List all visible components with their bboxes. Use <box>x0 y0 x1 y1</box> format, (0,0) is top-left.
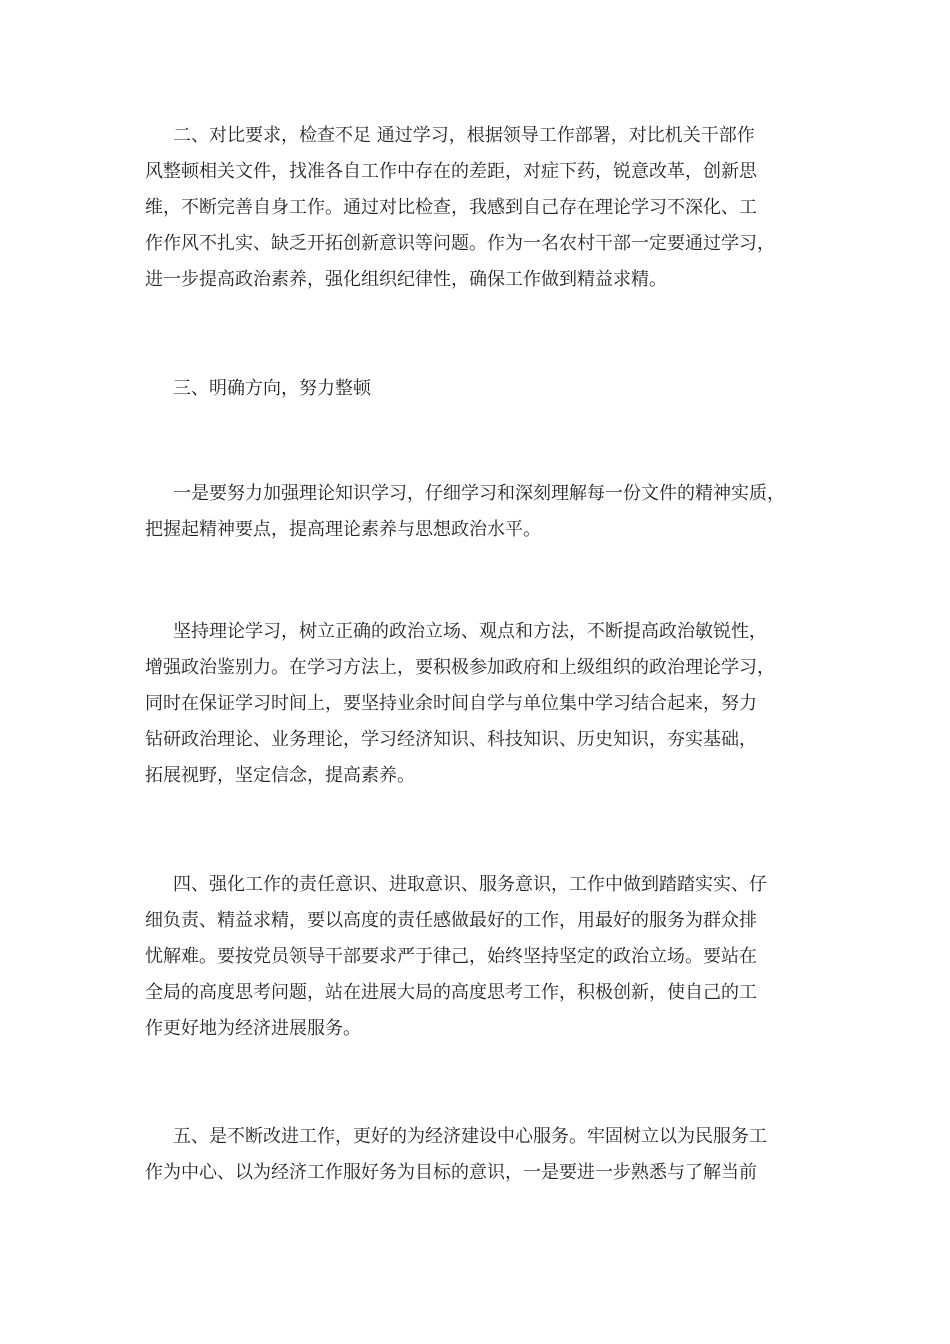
text-line: 钻研政治理论、业务理论，学习经济知识、科技知识、历史知识，夯实基础， <box>145 729 757 750</box>
text-line: 作更好地为经济进展服务。 <box>145 1018 361 1039</box>
text-line: 坚持理论学习，树立正确的政治立场、观点和方法，不断提高政治敏锐性， <box>173 621 767 642</box>
text-line: 三、明确方向，努力整顿 <box>173 378 371 399</box>
paragraph-persist-theory <box>145 614 825 794</box>
text-line: 拓展视野，坚定信念，提高素养。 <box>145 765 415 786</box>
paragraph-two-compare-check <box>145 118 825 298</box>
text-line: 忧解难。要按党员领导干部要求严于律己，始终坚持坚定的政治立场。要站在 <box>145 946 757 967</box>
text-line: 风整顿相关文件，找准各自工作中存在的差距，对症下药，锐意改革，创新思 <box>145 161 757 182</box>
text-line: 五、是不断改进工作，更好的为经济建设中心服务。牢固树立以为民服务工 <box>173 1126 767 1147</box>
text-line: 同时在保证学习时间上，要坚持业余时间自学与单位集中学习结合起来，努力 <box>145 693 757 714</box>
paragraph-five-improve-work <box>145 1119 825 1191</box>
text-line: 全局的高度思考问题，站在进展大局的高度思考工作，积极创新，使自己的工 <box>145 982 757 1003</box>
text-line: 增强政治鉴别力。在学习方法上，要积极参加政府和上级组织的政治理论学习， <box>145 657 775 678</box>
paragraph-theory-study <box>145 476 825 548</box>
text-line: 作作风不扎实、缺乏开拓创新意识等问题。作为一名农村干部一定要通过学习， <box>145 233 775 254</box>
text-line: 进一步提高政治素养，强化组织纪律性，确保工作做到精益求精。 <box>145 269 667 290</box>
text-line: 细负责、精益求精，要以高度的责任感做最好的工作，用最好的服务为群众排 <box>145 910 757 931</box>
text-line: 把握起精神要点，提高理论素养与思想政治水平。 <box>145 519 541 540</box>
text-line: 二、对比要求，检查不足 通过学习，根据领导工作部署，对比机关干部作 <box>173 125 755 146</box>
text-line: 一是要努力加强理论知识学习，仔细学习和深刻理解每一份文件的精神实质， <box>173 483 785 504</box>
text-line: 作为中心、以为经济工作服好务为目标的意识，一是要进一步熟悉与了解当前 <box>145 1162 757 1183</box>
text-line: 维，不断完善自身工作。通过对比检查，我感到自己存在理论学习不深化、工 <box>145 197 757 218</box>
paragraph-four-responsibility <box>145 867 825 1047</box>
heading-three-direction <box>145 371 825 407</box>
text-line: 四、强化工作的责任意识、进取意识、服务意识，工作中做到踏踏实实、仔 <box>173 874 767 895</box>
